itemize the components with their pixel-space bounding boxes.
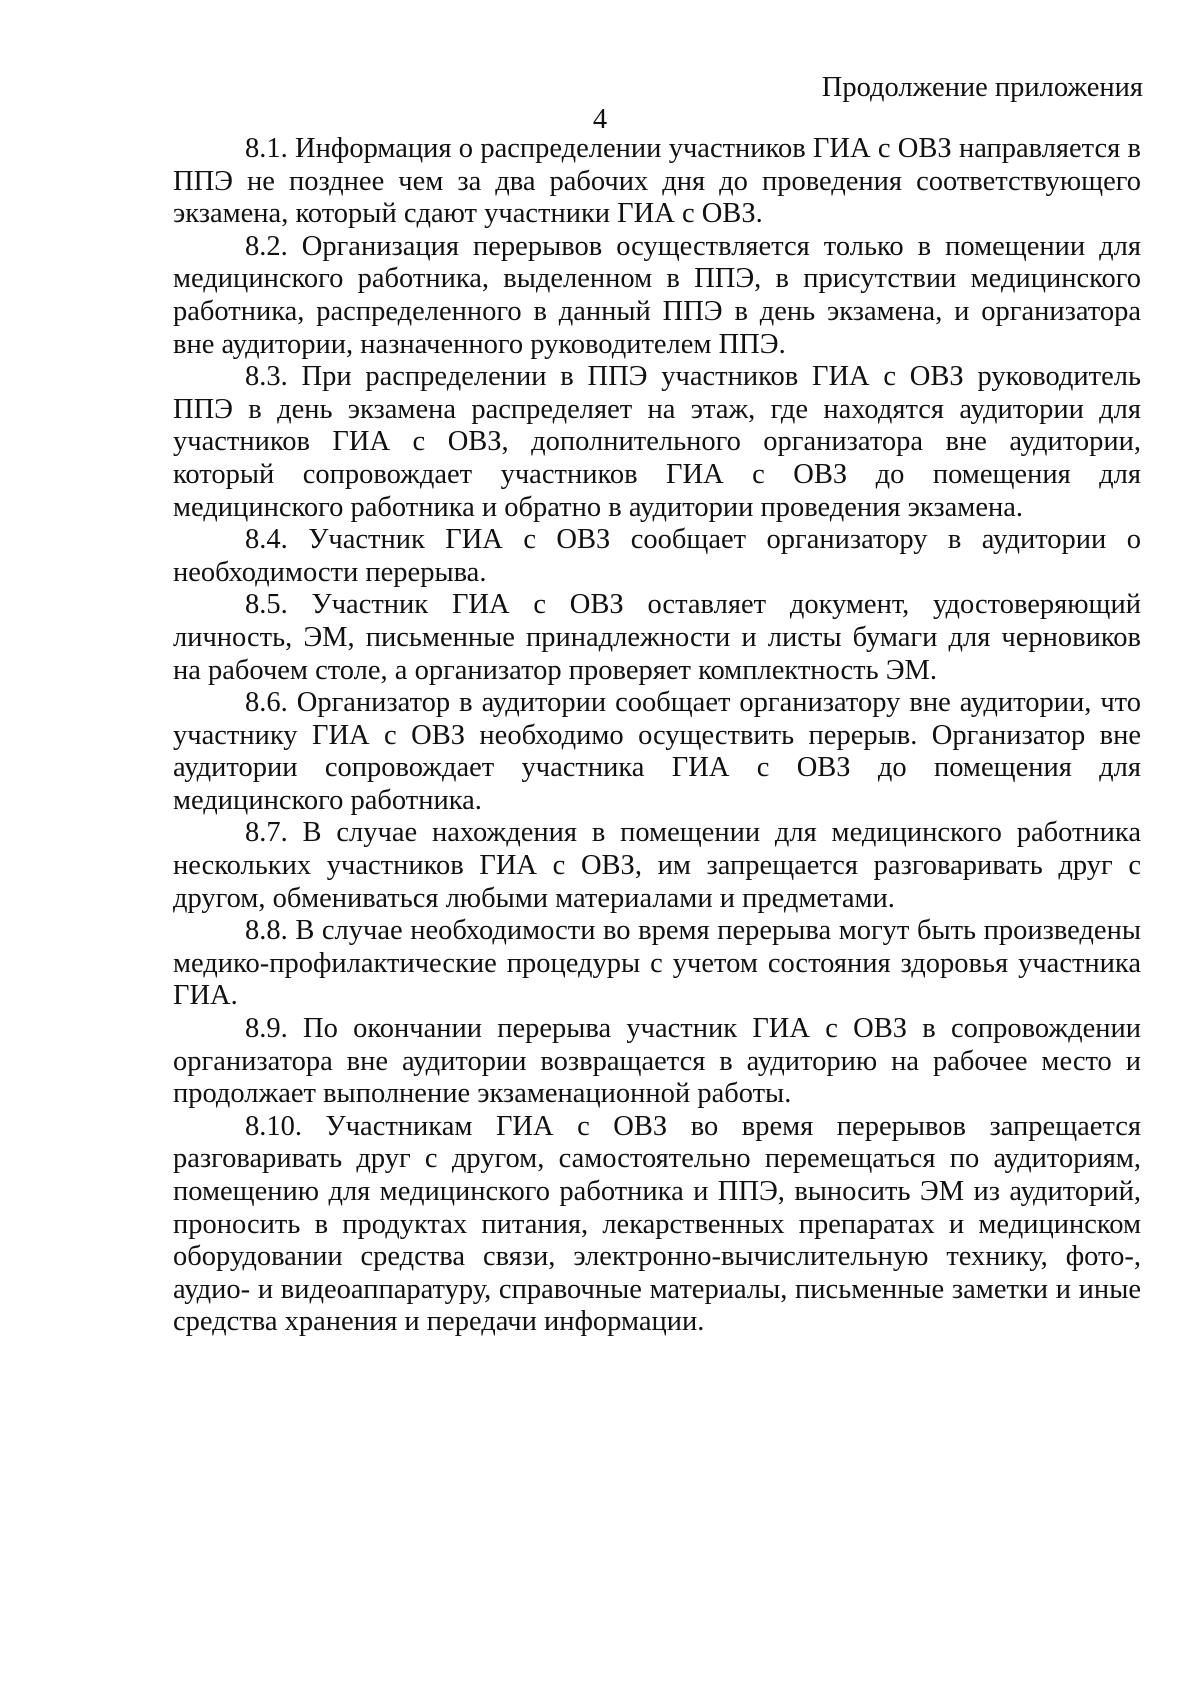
paragraph-8-2: 8.2. Организация перерывов осуществляется только в помещении для медицинского работника, выделенном в ППЭ, в присутствии медицинского работника, распределенного в данный ППЭ в день экзамена, и организатора вне аудитории, назначенного руководителем ППЭ. bbox=[173, 230, 1141, 360]
continuation-header: Продолжение приложения bbox=[821, 72, 1143, 103]
paragraph-8-9: 8.9. По окончании перерыва участник ГИА с ОВЗ в сопровождении организатора вне аудитории возвращается в аудиторию на рабочее место и продолжает выполнение экзаменационной работы. bbox=[173, 1013, 1141, 1110]
paragraph-8-1: 8.1. Информация о распределении участников ГИА с ОВЗ направляется в ППЭ не позднее чем за два рабочих дня до проведения соответствующего экзамена, который сдают участники ГИА с ОВЗ. bbox=[173, 133, 1141, 230]
paragraph-8-10: 8.10. Участникам ГИА с ОВЗ во время перерывов запрещается разговаривать друг с другом, самостоятельно перемещаться по аудиториям, помещению для медицинского работника и ППЭ, выносить ЭМ из аудиторий, проносить в продуктах питания, лекарственных препаратах и медицинском оборудовании средства связи, электронно-вычислительную технику, фото-, аудио- и видеоаппаратуру, справочные материалы, письменные заметки и иные средства хранения и передачи информации. bbox=[173, 1110, 1141, 1338]
paragraph-8-8: 8.8. В случае необходимости во время перерыва могут быть произведены медико-профилактические процедуры с учетом состояния здоровья участника ГИА. bbox=[173, 915, 1141, 1012]
document-body bbox=[173, 133, 1141, 1339]
paragraph-8-5: 8.5. Участник ГИА с ОВЗ оставляет документ, удостоверяющий личность, ЭМ, письменные принадлежности и листы бумаги для черновиков на рабочем столе, а организатор проверяет комплектность ЭМ. bbox=[173, 589, 1141, 686]
paragraph-8-6: 8.6. Организатор в аудитории сообщает организатору вне аудитории, что участнику ГИА с ОВЗ необходимо осуществить перерыв. Организатор вне аудитории сопровождает участника ГИА с ОВЗ до помещения для медицинского работника. bbox=[173, 687, 1141, 816]
paragraph-8-3: 8.3. При распределении в ППЭ участников ГИА с ОВЗ руководитель ППЭ в день экзамена распределяет на этаж, где находятся аудитории для участников ГИА с ОВЗ, дополнительного организатора вне аудитории, который сопровождает участников ГИА с ОВЗ до помещения для медицинского работника и обратно в аудитории проведения экзамена. bbox=[173, 361, 1141, 523]
paragraph-8-4: 8.4. Участник ГИА с ОВЗ сообщает организатору в аудитории о необходимости перерыва. bbox=[173, 524, 1141, 588]
page-number: 4 bbox=[592, 104, 608, 135]
paragraph-8-7: 8.7. В случае нахождения в помещении для медицинского работника нескольких участников ГИА с ОВЗ, им запрещается разговаривать друг с другом, обмениваться любыми материалами и предметами. bbox=[173, 817, 1141, 914]
